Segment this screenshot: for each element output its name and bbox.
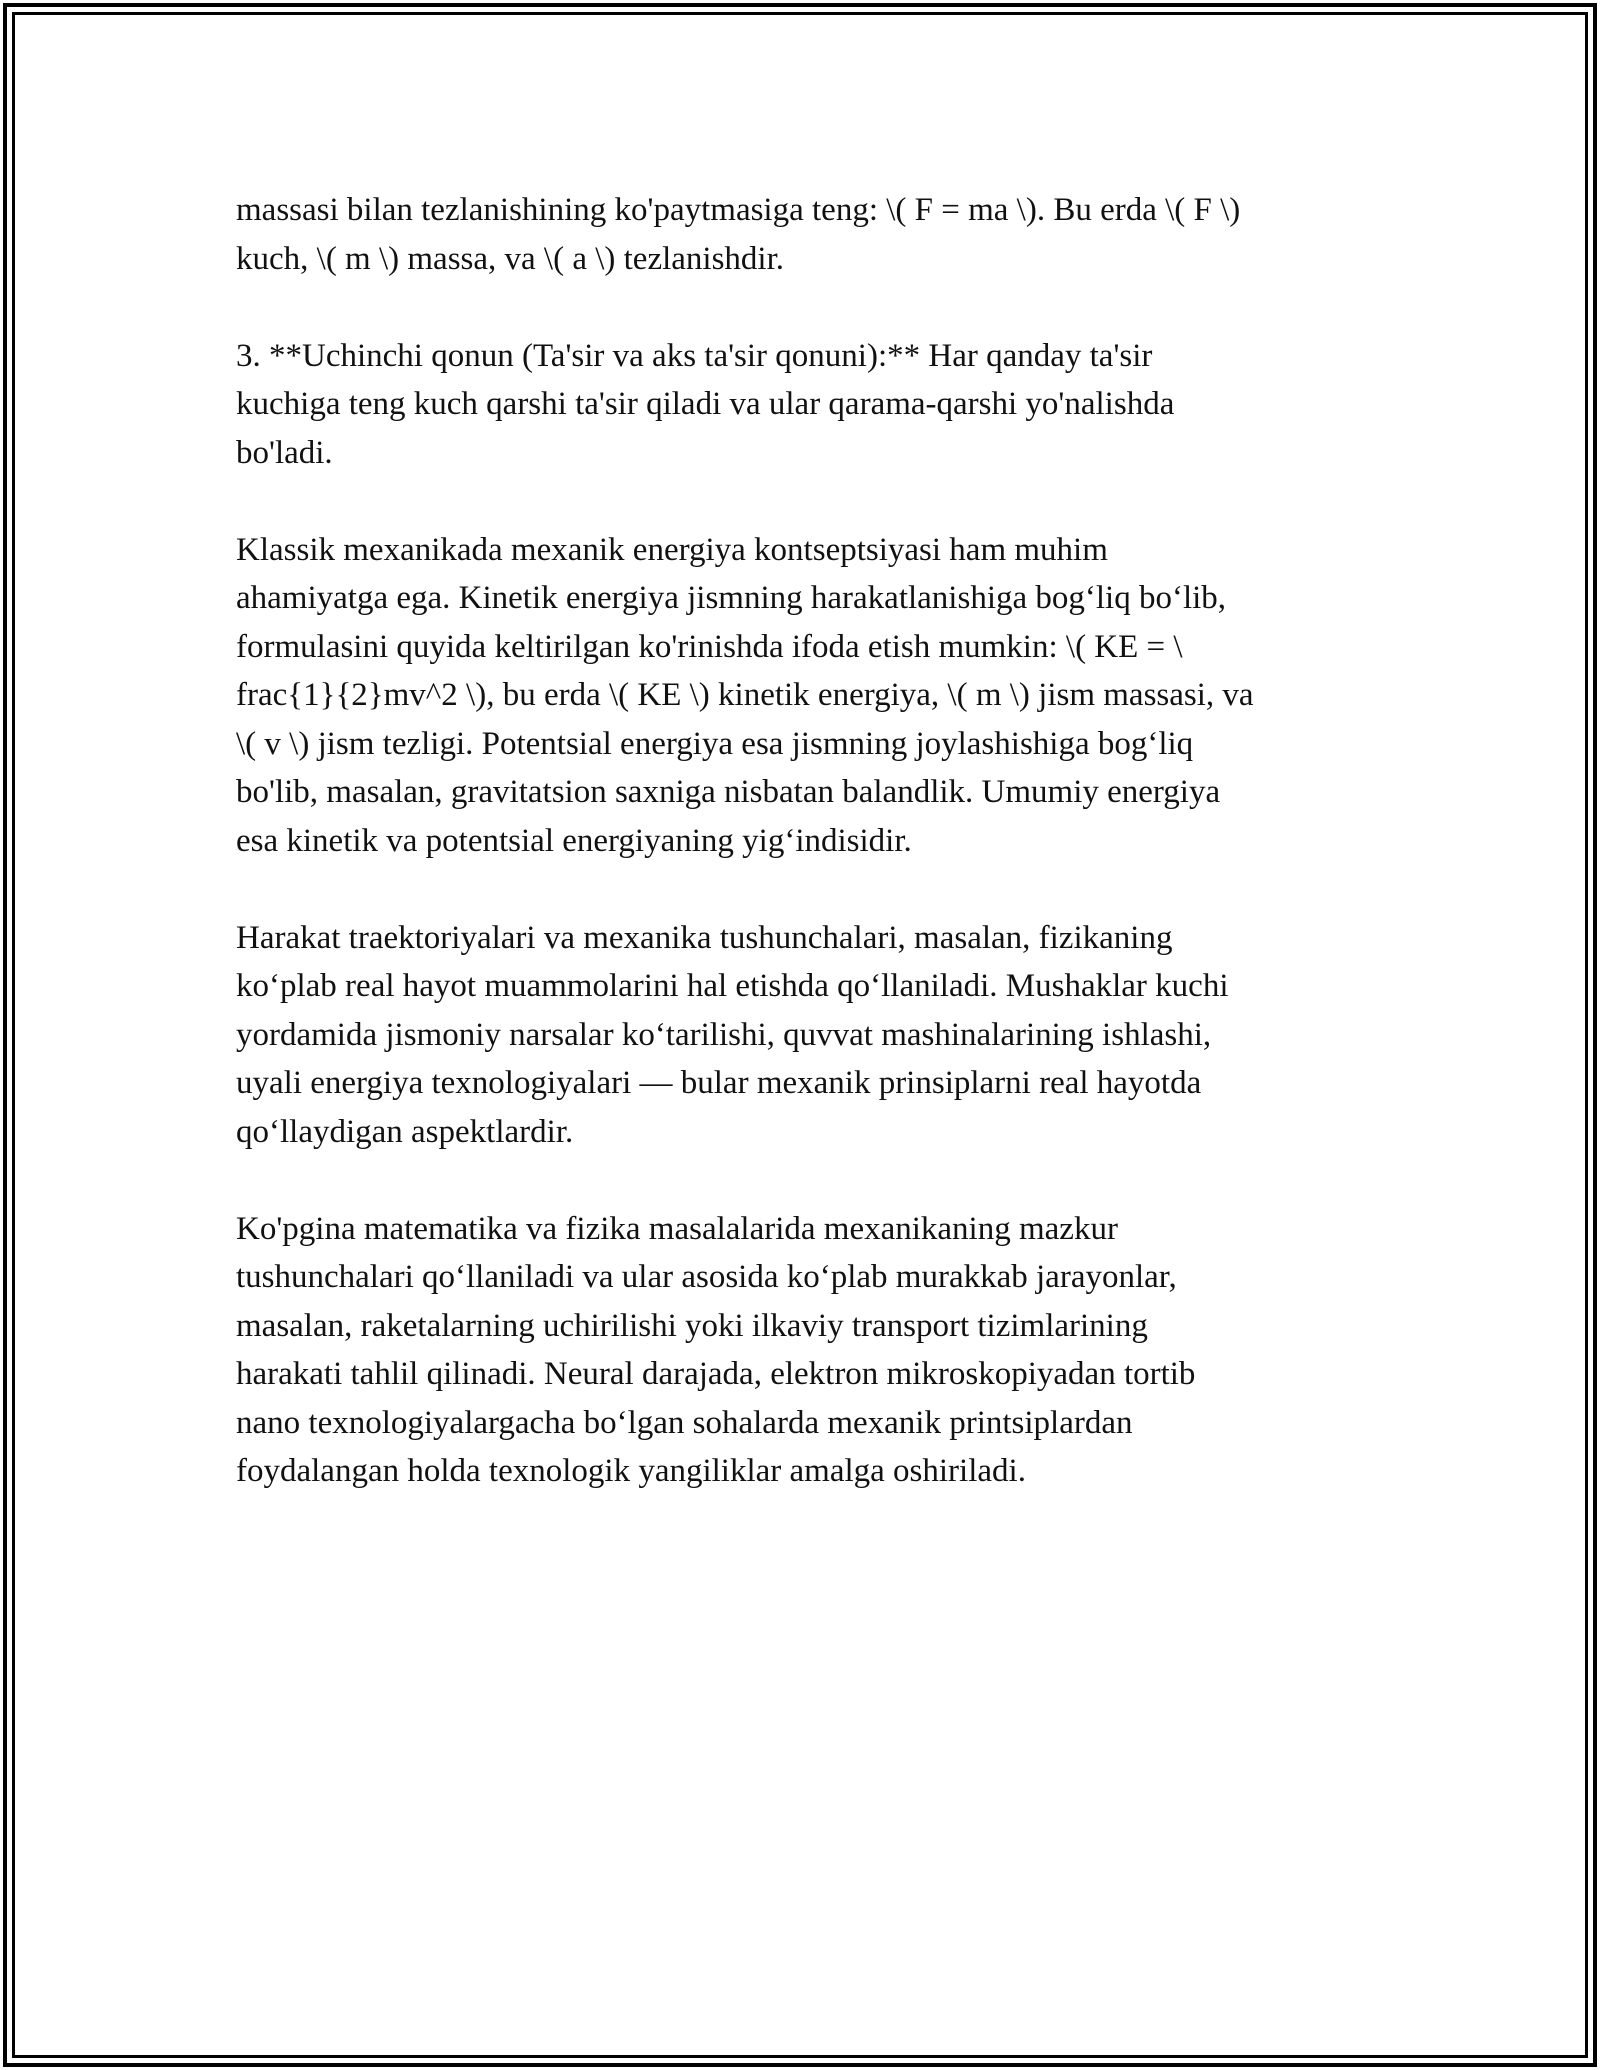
text-line: ahamiyatga ega. Kinetik energiya jismning harakatlanishiga bog‘liq bo‘lib, (236, 580, 1227, 616)
text-line: yordamida jismoniy narsalar ko‘tarilishi, quvvat mashinalarining ishlashi, (236, 1016, 1212, 1053)
text-line: qo‘llaydigan aspektlardir. (236, 1113, 574, 1150)
text-line: ko‘plab real hayot muammolarini hal etishda qo‘llaniladi. Mushaklar kuchi (236, 968, 1229, 1004)
text-line: bo'lib, masalan, gravitatsion saxniga nisbatan balandlik. Umumiy energiya (236, 774, 1221, 810)
text-line: foydalangan holda texnologik yangiliklar amalga oshiriladi. (236, 1453, 1026, 1489)
text-line: nano texnologiyalargacha bo‘lgan sohalarda mexanik printsiplardan (236, 1404, 1133, 1441)
document-body (236, 186, 1376, 1544)
text-line: kuch, \( m \) massa, va \( a \) tezlanishdir. (236, 240, 785, 277)
paragraph-third-law (236, 332, 1376, 478)
paragraph-newton-second-law (236, 186, 1376, 283)
text-line: uyali energiya texnologiyalari — bular mexanik prinsiplarni real hayotda (236, 1065, 1202, 1101)
text-line: \( v \) jism tezligi. Potentsial energiya esa jismning joylashishiga bog‘liq (236, 725, 1194, 762)
paragraph-technology (236, 1205, 1376, 1496)
paragraph-applications (236, 914, 1376, 1157)
text-line: 3. **Uchinchi qonun (Ta'sir va aks ta'sir qonuni):** Har qanday ta'sir (236, 337, 1153, 374)
text-line: Ko'pgina matematika va fizika masalalarida mexanikaning mazkur (236, 1210, 1118, 1247)
text-line: esa kinetik va potentsial energiyaning yig‘indisidir. (236, 822, 912, 859)
text-line: frac{1}{2}mv^2 \), bu erda \( KE \) kinetik energiya, \( m \) jism massasi, va (236, 677, 1254, 713)
text-line: formulasini quyida keltirilgan ko'rinishda ifoda etish mumkin: \( KE = \ (236, 628, 1183, 665)
text-line: tushunchalari qo‘llaniladi va ular asosida ko‘plab murakkab jarayonlar, (236, 1259, 1177, 1295)
text-line: bo'ladi. (236, 434, 333, 471)
text-line: massasi bilan tezlanishining ko'paytmasiga teng: \( F = ma \). Bu erda \( F \) (236, 192, 1241, 228)
text-line: Harakat traektoriyalari va mexanika tushunchalari, masalan, fizikaning (236, 919, 1173, 956)
text-line: harakati tahlil qilinadi. Neural darajada, elektron mikroskopiyadan tortib (236, 1356, 1196, 1392)
text-line: Klassik mexanikada mexanik energiya kontseptsiyasi ham muhim (236, 531, 1108, 568)
text-line: masalan, raketalarning uchirilishi yoki ilkaviy transport tizimlarining (236, 1307, 1148, 1344)
text-line: kuchiga teng kuch qarshi ta'sir qiladi va ular qarama-qarshi yo'nalishda (236, 386, 1175, 422)
paragraph-mechanical-energy (236, 526, 1376, 866)
